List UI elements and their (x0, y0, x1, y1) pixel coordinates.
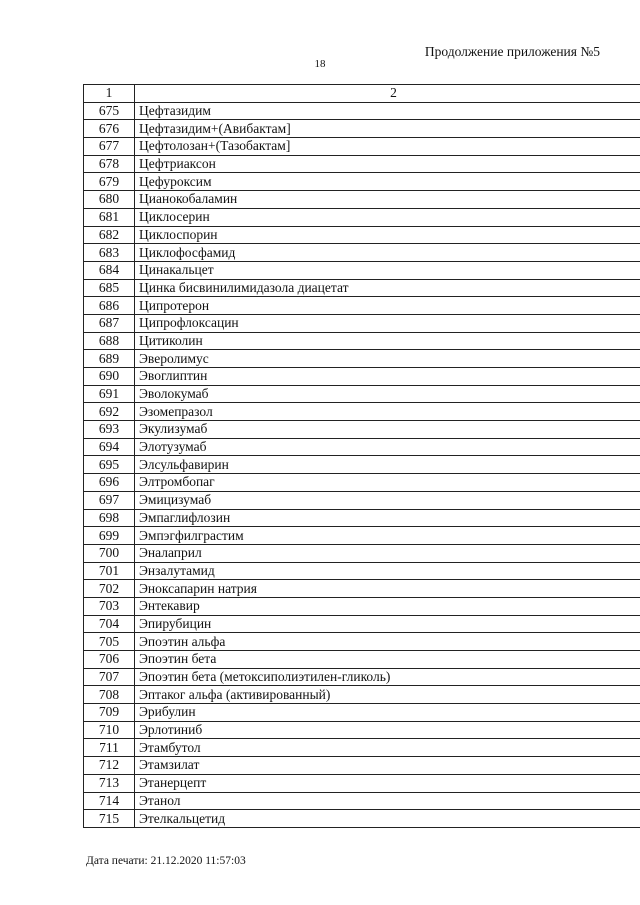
row-number: 689 (84, 350, 135, 368)
drug-name: Эпоэтин бета (метоксиполиэтилен-гликоль) (135, 668, 640, 686)
row-number: 705 (84, 633, 135, 651)
row-number: 675 (84, 102, 135, 120)
drug-name: Эпоэтин бета (135, 651, 640, 669)
table-row (84, 138, 640, 156)
drug-name: Экулизумаб (135, 421, 640, 439)
row-number: 702 (84, 580, 135, 598)
row-number: 682 (84, 226, 135, 244)
continuation-header: Продолжение приложения №5 (424, 44, 600, 59)
table-row (84, 704, 640, 722)
table-row (84, 350, 640, 368)
drug-name: Эрибулин (135, 704, 640, 722)
drug-name: Этамбутол (135, 739, 640, 757)
table-row (84, 491, 640, 509)
drug-name: Элотузумаб (135, 438, 640, 456)
row-number: 687 (84, 314, 135, 332)
row-number: 701 (84, 562, 135, 580)
table-row (84, 597, 640, 615)
table-row (84, 155, 640, 173)
row-number: 685 (84, 279, 135, 297)
drug-name: Цитиколин (135, 332, 640, 350)
table-row (84, 774, 640, 792)
table-row (84, 208, 640, 226)
drug-name: Циклоспорин (135, 226, 640, 244)
row-number: 707 (84, 668, 135, 686)
drug-name: Элтромбопаг (135, 474, 640, 492)
row-number: 709 (84, 704, 135, 722)
table-row (84, 580, 640, 598)
table-row (84, 403, 640, 421)
row-number: 708 (84, 686, 135, 704)
row-number: 688 (84, 332, 135, 350)
row-number: 686 (84, 297, 135, 315)
drug-name: Цинакальцет (135, 261, 640, 279)
table-row (84, 438, 640, 456)
drug-name: Эптаког альфа (активированный) (135, 686, 640, 704)
drug-name: Этанерцепт (135, 774, 640, 792)
table-row (84, 527, 640, 545)
row-number: 681 (84, 208, 135, 226)
drug-name: Цефтолозан+(Тазобактам] (135, 138, 640, 156)
table-row (84, 633, 640, 651)
table-row (84, 739, 640, 757)
row-number: 680 (84, 191, 135, 209)
row-number: 684 (84, 261, 135, 279)
table-row (84, 385, 640, 403)
drug-name: Цианокобаламин (135, 191, 640, 209)
page-number: 18 (314, 58, 326, 70)
row-number: 679 (84, 173, 135, 191)
drug-name: Цефтриаксон (135, 155, 640, 173)
row-number: 693 (84, 421, 135, 439)
drug-name: Ципрофлоксацин (135, 314, 640, 332)
row-number: 698 (84, 509, 135, 527)
table-row (84, 297, 640, 315)
row-number: 712 (84, 757, 135, 775)
drug-name: Эпирубицин (135, 615, 640, 633)
drug-name: Эмицизумаб (135, 491, 640, 509)
table-row (84, 314, 640, 332)
table-header-row (84, 85, 640, 103)
table-row (84, 757, 640, 775)
print-date-footer: Дата печати: 21.12.2020 11:57:03 (86, 855, 246, 867)
drug-name: Эверолимус (135, 350, 640, 368)
table-row (84, 120, 640, 138)
medication-table (83, 84, 640, 828)
table-row (84, 792, 640, 810)
row-number: 714 (84, 792, 135, 810)
drug-name: Эвоглиптин (135, 368, 640, 386)
table-row (84, 102, 640, 120)
drug-name: Эналаприл (135, 544, 640, 562)
table-row (84, 261, 640, 279)
row-number: 691 (84, 385, 135, 403)
row-number: 711 (84, 739, 135, 757)
drug-name: Этанол (135, 792, 640, 810)
row-number: 715 (84, 810, 135, 828)
row-number: 713 (84, 774, 135, 792)
drug-name: Энтекавир (135, 597, 640, 615)
table-row (84, 244, 640, 262)
drug-name: Цефуроксим (135, 173, 640, 191)
row-number: 710 (84, 721, 135, 739)
drug-name: Этелкальцетид (135, 810, 640, 828)
drug-name: Циклосерин (135, 208, 640, 226)
row-number: 694 (84, 438, 135, 456)
table-row (84, 173, 640, 191)
table-row (84, 368, 640, 386)
row-number: 677 (84, 138, 135, 156)
row-number: 678 (84, 155, 135, 173)
column-header-name: 2 (135, 85, 640, 103)
drug-name: Циклофосфамид (135, 244, 640, 262)
row-number: 676 (84, 120, 135, 138)
table-row (84, 686, 640, 704)
table-row (84, 544, 640, 562)
table-row (84, 651, 640, 669)
row-number: 706 (84, 651, 135, 669)
row-number: 695 (84, 456, 135, 474)
table-row (84, 615, 640, 633)
table-row (84, 474, 640, 492)
row-number: 699 (84, 527, 135, 545)
table-row (84, 509, 640, 527)
drug-name: Эноксапарин натрия (135, 580, 640, 598)
drug-name: Элсульфавирин (135, 456, 640, 474)
drug-name: Эмпаглифлозин (135, 509, 640, 527)
drug-name: Эмпэгфилграстим (135, 527, 640, 545)
drug-name: Энзалутамид (135, 562, 640, 580)
table-row (84, 191, 640, 209)
table-row (84, 721, 640, 739)
table-row (84, 279, 640, 297)
table-row (84, 456, 640, 474)
row-number: 690 (84, 368, 135, 386)
table-row (84, 226, 640, 244)
drug-name: Эпоэтин альфа (135, 633, 640, 651)
table-row (84, 810, 640, 828)
drug-name: Ципротерон (135, 297, 640, 315)
row-number: 704 (84, 615, 135, 633)
drug-name: Эзомепразол (135, 403, 640, 421)
drug-name: Цинка бисвинилимидазола диацетат (135, 279, 640, 297)
drug-name: Цефтазидим (135, 102, 640, 120)
row-number: 703 (84, 597, 135, 615)
table-row (84, 668, 640, 686)
row-number: 692 (84, 403, 135, 421)
row-number: 683 (84, 244, 135, 262)
table-row (84, 421, 640, 439)
drug-name: Эволокумаб (135, 385, 640, 403)
drug-name: Этамзилат (135, 757, 640, 775)
row-number: 697 (84, 491, 135, 509)
drug-name: Эрлотиниб (135, 721, 640, 739)
row-number: 700 (84, 544, 135, 562)
drug-name: Цефтазидим+(Авибактам] (135, 120, 640, 138)
column-header-number: 1 (84, 85, 135, 103)
table-row (84, 562, 640, 580)
table-row (84, 332, 640, 350)
row-number: 696 (84, 474, 135, 492)
